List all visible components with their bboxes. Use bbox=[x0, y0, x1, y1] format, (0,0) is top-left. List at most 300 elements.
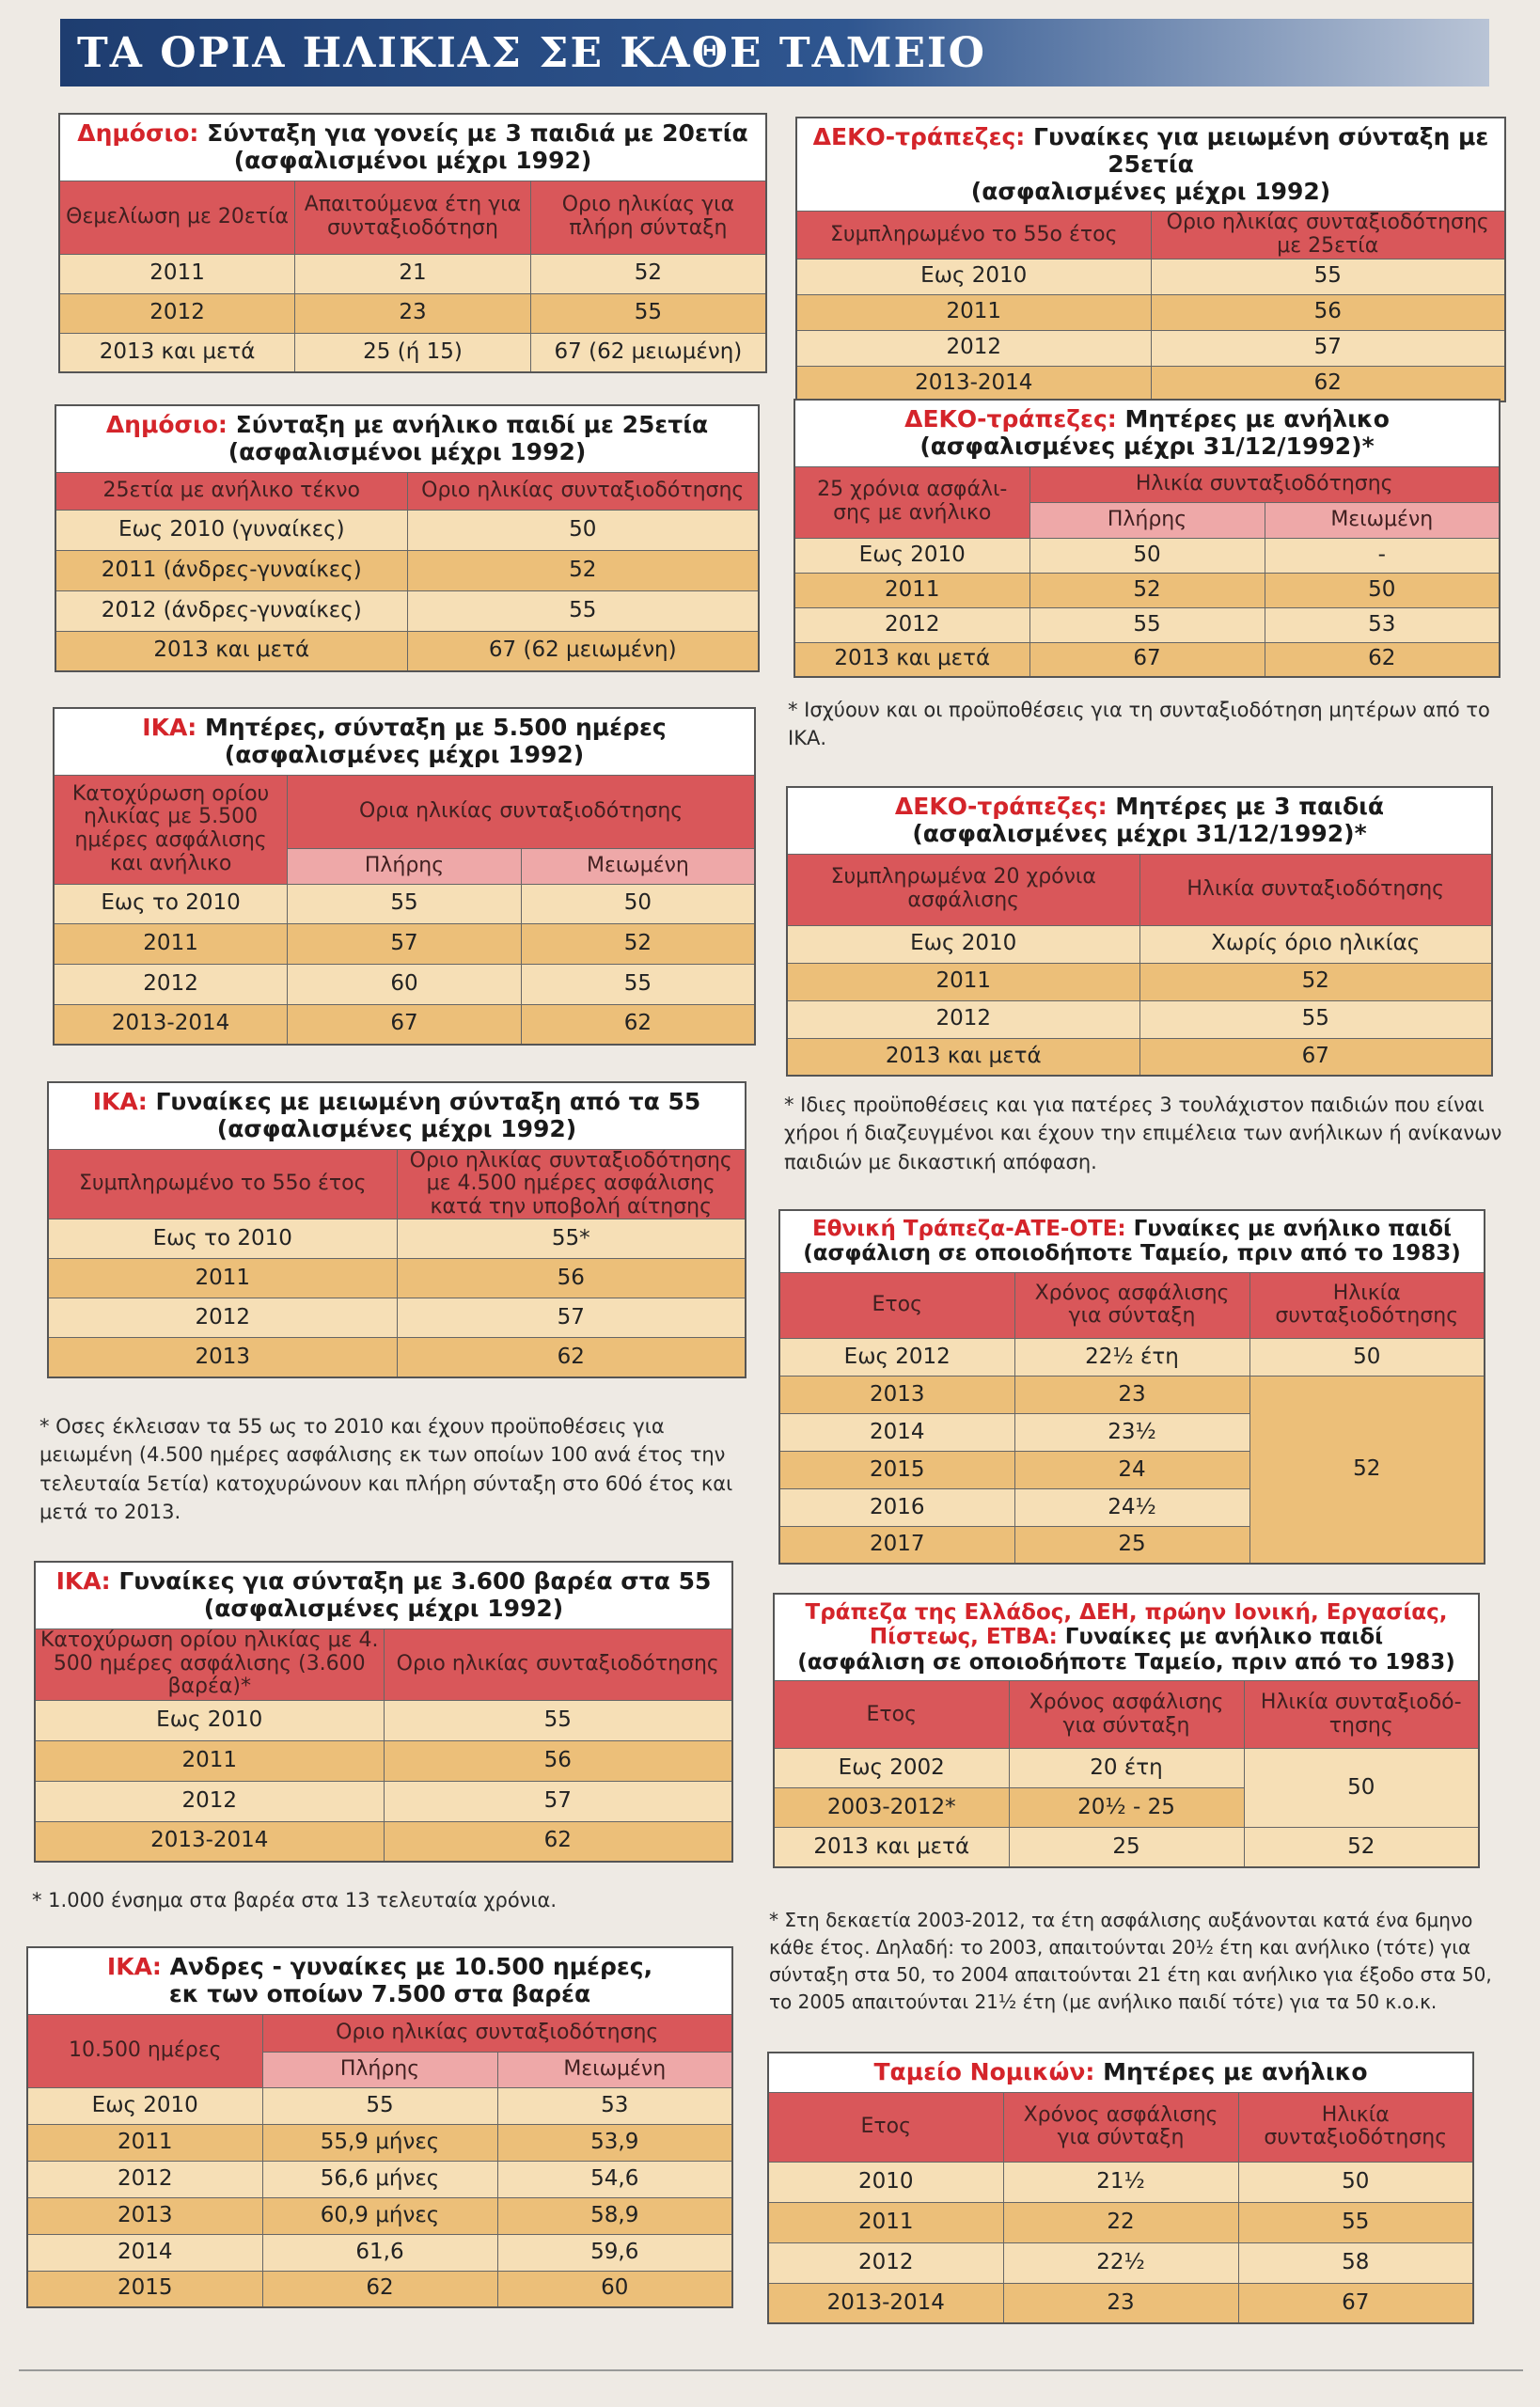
table-row bbox=[774, 1828, 1479, 1867]
table-cell: 2012 bbox=[787, 1000, 1139, 1038]
column-header: Μειωμένη bbox=[497, 2052, 732, 2087]
table-cell: 67 (62 μειωμένη) bbox=[530, 333, 766, 372]
table-row bbox=[54, 884, 755, 923]
table-title bbox=[55, 405, 759, 472]
column-header: Οριο ηλικίας συνταξιοδότησης με 4.500 ημέρες ασφάλισης κατά την υποβολή αίτησης bbox=[397, 1149, 746, 1219]
table-cell: 2016 bbox=[779, 1488, 1014, 1526]
table-cell: 55 bbox=[1029, 607, 1265, 642]
table-row bbox=[27, 2271, 732, 2307]
table-cell: 2014 bbox=[779, 1413, 1014, 1451]
table-row bbox=[55, 631, 759, 671]
title-text: (ασφαλισμένοι μέχρι 1992) bbox=[228, 437, 587, 465]
table-cell: 2011 bbox=[54, 923, 288, 964]
column-header: Ετος bbox=[768, 2092, 1003, 2162]
table-cell: 22½ έτη bbox=[1014, 1338, 1249, 1376]
column-header: Οριο ηλικίας συνταξιοδότησης bbox=[384, 1628, 732, 1700]
data-table bbox=[795, 117, 1506, 402]
table-row bbox=[48, 1149, 746, 1219]
table-cell: 52 bbox=[1029, 573, 1265, 607]
table-cell: 61,6 bbox=[262, 2234, 497, 2271]
table-cell: 2017 bbox=[779, 1526, 1014, 1564]
column-header: Ηλικία συνταξιοδότησης bbox=[1238, 2092, 1473, 2162]
table-cell: 2011 bbox=[787, 963, 1139, 1000]
table-cell: Εως 2010 bbox=[27, 2087, 262, 2124]
table-row bbox=[35, 1781, 732, 1821]
table-row bbox=[27, 2161, 732, 2197]
table-cell: 2015 bbox=[27, 2271, 262, 2307]
table-cell: Εως 2010 bbox=[796, 259, 1151, 294]
table-row bbox=[794, 607, 1500, 642]
title-text: (ασφαλισμένες μέχρι 1992) bbox=[216, 1114, 577, 1142]
title-text: (ασφαλισμένες μέχρι 1992) bbox=[970, 177, 1331, 205]
table-cell: 53,9 bbox=[497, 2124, 732, 2161]
table-cell: 62 bbox=[521, 1004, 755, 1045]
table-cell: 2013 bbox=[27, 2197, 262, 2234]
table-row bbox=[48, 1298, 746, 1338]
column-header: Μειωμένη bbox=[1265, 502, 1500, 538]
table-cell: 50 bbox=[1238, 2162, 1473, 2202]
table-cell: 2011 bbox=[796, 294, 1151, 330]
fund-name: ΙΚΑ: bbox=[142, 714, 197, 741]
table-cell: 2012 bbox=[48, 1298, 397, 1338]
table-dimosio-minor-child bbox=[55, 404, 760, 672]
table-title bbox=[35, 1562, 732, 1628]
table-bank-of-greece-dei bbox=[773, 1593, 1480, 1868]
title-text: Μητέρες με ανήλικο bbox=[1116, 405, 1390, 433]
column-header: 25ετία με ανήλικο τέκνο bbox=[55, 472, 407, 510]
page-title: ΤΑ ΟΡΙΑ ΗΛΙΚΙΑΣ ΣΕ ΚΑΘΕ ΤΑΜΕΙΟ bbox=[77, 28, 986, 77]
table-row bbox=[796, 212, 1505, 259]
column-header: 25 χρόνια ασφάλι-σης με ανήλικο bbox=[794, 466, 1029, 538]
column-header: Ηλικία συνταξιοδότησης bbox=[1249, 1272, 1485, 1338]
table-cell: 60 bbox=[288, 964, 522, 1004]
table-row bbox=[54, 708, 755, 775]
fund-name: Ταμείο Νομικών: bbox=[873, 2058, 1095, 2085]
fund-name: Εθνική Τράπεζα-ΑΤΕ-ΟΤΕ: bbox=[811, 1217, 1126, 1241]
table-cell: Χωρίς όριο ηλικίας bbox=[1139, 925, 1492, 963]
table-cell: 2013 και μετά bbox=[774, 1828, 1009, 1867]
table-cell: 62 bbox=[397, 1338, 746, 1377]
table-row bbox=[787, 1000, 1492, 1038]
table-title bbox=[59, 114, 766, 181]
column-header: Οριο ηλικίας για πλήρη σύνταξη bbox=[530, 181, 766, 254]
table-cell: 52 bbox=[521, 923, 755, 964]
column-header: Χρόνος ασφάλισης για σύνταξη bbox=[1014, 1272, 1249, 1338]
column-header: Χρόνος ασφάλισης για σύνταξη bbox=[1003, 2092, 1238, 2162]
table-cell: 55 bbox=[288, 884, 522, 923]
table-cell: Εως 2012 bbox=[779, 1338, 1014, 1376]
table-cell: 67 bbox=[1238, 2283, 1473, 2323]
title-text: Ανδρες - γυναίκες με 10.500 ημέρες, bbox=[161, 1953, 653, 1980]
title-text: Γυναίκες για σύνταξη με 3.600 βαρέα στα 55 bbox=[110, 1567, 712, 1595]
data-table bbox=[26, 1946, 733, 2308]
column-header: Κατοχύρωση ορίου ηλικίας με 4. 500 ημέρες ασφάλισης (3.600 βαρέα)* bbox=[35, 1628, 384, 1700]
column-header: Χρόνος ασφάλισης για σύνταξη bbox=[1009, 1681, 1244, 1749]
data-table bbox=[786, 786, 1493, 1077]
table-row bbox=[59, 293, 766, 333]
table-cell: 2013 και μετά bbox=[794, 642, 1029, 677]
data-table bbox=[794, 399, 1501, 678]
table-row bbox=[35, 1700, 732, 1740]
table-row bbox=[55, 405, 759, 472]
table-cell: Εως το 2010 bbox=[48, 1219, 397, 1259]
table-cell: 2003-2012* bbox=[774, 1788, 1009, 1828]
table-cell: 2013 και μετά bbox=[55, 631, 407, 671]
table-cell: 50 bbox=[521, 884, 755, 923]
table-deko-women-reduced-25 bbox=[795, 117, 1506, 402]
table-row bbox=[787, 925, 1492, 963]
table-cell: 67 bbox=[1139, 1038, 1492, 1076]
table-cell: 2013 και μετά bbox=[787, 1038, 1139, 1076]
table-row bbox=[48, 1338, 746, 1377]
table-cell: 50 bbox=[1265, 573, 1500, 607]
table-cell: 55 bbox=[530, 293, 766, 333]
data-table bbox=[53, 707, 756, 1046]
table-cell: 2013 bbox=[48, 1338, 397, 1377]
title-text: (ασφαλισμένες μέχρι 1992) bbox=[203, 1594, 564, 1622]
data-table bbox=[58, 113, 767, 373]
table-title bbox=[787, 787, 1492, 854]
table-row bbox=[54, 923, 755, 964]
table-cell: 54,6 bbox=[497, 2161, 732, 2197]
table-cell: 57 bbox=[1151, 330, 1505, 366]
table-cell: 25 (ή 15) bbox=[295, 333, 531, 372]
table-row bbox=[779, 1210, 1485, 1272]
table-cell: Εως 2010 bbox=[35, 1700, 384, 1740]
column-header: Οριο ηλικίας συνταξιοδότησης bbox=[407, 472, 759, 510]
column-header: Ετος bbox=[774, 1681, 1009, 1749]
table-title bbox=[48, 1082, 746, 1149]
table-row bbox=[787, 854, 1492, 925]
table-cell: 50 bbox=[407, 510, 759, 550]
column-header: Πλήρης bbox=[1029, 502, 1265, 538]
table-row bbox=[794, 642, 1500, 677]
title-text: (ασφαλισμένοι μέχρι 1992) bbox=[233, 146, 592, 174]
table-row bbox=[779, 1338, 1485, 1376]
table-row bbox=[48, 1082, 746, 1149]
table-cell: 22½ bbox=[1003, 2242, 1238, 2283]
title-text: Γυναίκες για μειωμένη σύνταξη με 25ετία bbox=[1025, 123, 1489, 178]
fund-name: Δημόσιο: bbox=[105, 411, 228, 438]
footnote: * Ισχύουν και οι προϋποθέσεις για τη συνταξιοδότηση μητέρων από το ΙΚΑ. bbox=[788, 699, 1490, 750]
table-row bbox=[54, 964, 755, 1004]
table-title bbox=[796, 118, 1505, 212]
table-cell: 55 bbox=[1238, 2202, 1473, 2242]
title-text: (ασφαλισμένες μέχρι 1992) bbox=[224, 740, 585, 768]
table-cell: 25 bbox=[1009, 1828, 1244, 1867]
table-cell: 2011 bbox=[27, 2124, 262, 2161]
footnote: * Οσες έκλεισαν τα 55 ως το 2010 και έχουν προϋποθέσεις για μειωμένη (4.500 ημέρες ασφάλισης εκ των οποίων 100 ανά έτος την τελευταία 5ετία) κατοχυρώνουν και πλήρη σύνταξη στο 60ό έτος και μετά το 2013. bbox=[39, 1415, 733, 1524]
table-row bbox=[774, 1681, 1479, 1749]
table-row bbox=[59, 114, 766, 181]
table-cell: 52 bbox=[1139, 963, 1492, 1000]
table-cell: 55 bbox=[384, 1700, 732, 1740]
table-row bbox=[768, 2242, 1473, 2283]
table-cell: 55 bbox=[262, 2087, 497, 2124]
title-text: (ασφαλισμένες μέχρι 31/12/1992)* bbox=[919, 432, 1375, 460]
table-row bbox=[35, 1628, 732, 1700]
table-title bbox=[774, 1594, 1479, 1681]
table-title bbox=[54, 708, 755, 775]
table-row bbox=[796, 118, 1505, 212]
table-cell: 24½ bbox=[1014, 1488, 1249, 1526]
page-banner bbox=[60, 19, 1489, 87]
table-cell: 2011 bbox=[35, 1740, 384, 1781]
table-row bbox=[59, 333, 766, 372]
table-cell: 2012 (άνδρες-γυναίκες) bbox=[55, 590, 407, 631]
table-cell: 56 bbox=[384, 1740, 732, 1781]
table-cell: 50 bbox=[1249, 1338, 1485, 1376]
table-row bbox=[768, 2053, 1473, 2092]
table-row bbox=[27, 1947, 732, 2014]
title-text: εκ των οποίων 7.500 στα βαρέα bbox=[168, 1979, 591, 2007]
table-row bbox=[59, 181, 766, 254]
table-cell: 62 bbox=[384, 1821, 732, 1862]
table-row bbox=[48, 1259, 746, 1298]
title-text: Μητέρες, σύνταξη με 5.500 ημέρες bbox=[196, 714, 667, 741]
table-cell: 60 bbox=[497, 2271, 732, 2307]
table-ika-mothers-5500 bbox=[53, 707, 756, 1046]
column-header: Ετος bbox=[779, 1272, 1014, 1338]
table-deko-mothers-minor bbox=[794, 399, 1501, 678]
table-ethniki-ate-ote bbox=[778, 1209, 1485, 1565]
column-header: 10.500 ημέρες bbox=[27, 2014, 262, 2087]
table-cell: 2012 bbox=[27, 2161, 262, 2197]
title-text: Σύνταξη για γονείς με 3 παιδιά με 20ετία bbox=[198, 119, 748, 147]
table-row bbox=[55, 590, 759, 631]
fund-name: ΔΕΚΟ-τράπεζες: bbox=[904, 405, 1117, 433]
table-row bbox=[54, 775, 755, 848]
column-header: Οριο ηλικίας συνταξιοδότησης με 25ετία bbox=[1151, 212, 1505, 259]
table-cell: 67 bbox=[1029, 642, 1265, 677]
table-title bbox=[779, 1210, 1485, 1272]
table-cell: Εως το 2010 bbox=[54, 884, 288, 923]
table-cell: 62 bbox=[1151, 366, 1505, 401]
table-cell: 2013-2014 bbox=[768, 2283, 1003, 2323]
table-cell: 20½ - 25 bbox=[1009, 1788, 1244, 1828]
table-ika-10500-days bbox=[26, 1946, 733, 2308]
table-cell: 53 bbox=[497, 2087, 732, 2124]
table-row bbox=[54, 1004, 755, 1045]
title-text: Γυναίκες με μειωμένη σύνταξη από τα 55 bbox=[147, 1088, 701, 1115]
table-row bbox=[27, 2014, 732, 2052]
table-cell: 50 bbox=[1029, 538, 1265, 573]
fund-name: Δημόσιο: bbox=[77, 119, 199, 147]
table-row bbox=[796, 259, 1505, 294]
title-text: Μητέρες με ανήλικο bbox=[1094, 2058, 1368, 2085]
table-deko-mothers-3-children bbox=[786, 786, 1493, 1077]
table-cell: Εως 2002 bbox=[774, 1749, 1009, 1788]
table-row bbox=[59, 254, 766, 293]
table-cell: 56,6 μήνες bbox=[262, 2161, 497, 2197]
page-border bbox=[19, 2369, 1523, 2371]
table-cell: 2012 bbox=[35, 1781, 384, 1821]
table-cell: 58,9 bbox=[497, 2197, 732, 2234]
table-cell: 23½ bbox=[1014, 1413, 1249, 1451]
fund-name: ΙΚΑ: bbox=[106, 1953, 162, 1980]
table-cell: 2014 bbox=[27, 2234, 262, 2271]
table-row bbox=[774, 1749, 1479, 1788]
column-header: Ηλικία συνταξιοδότησης bbox=[1029, 466, 1500, 502]
table-tameio-nomikon bbox=[767, 2052, 1474, 2324]
column-header: Θεμελίωση με 20ετία bbox=[59, 181, 295, 254]
table-cell: 55 bbox=[1139, 1000, 1492, 1038]
table-cell: 57 bbox=[384, 1781, 732, 1821]
column-header: Συμπληρωμένο το 55ο έτος bbox=[48, 1149, 397, 1219]
table-row bbox=[796, 330, 1505, 366]
column-header: Οριο ηλικίας συνταξιοδότησης bbox=[262, 2014, 732, 2052]
table-cell: 58 bbox=[1238, 2242, 1473, 2283]
title-text: (ασφάλιση σε οποιοδήποτε Ταμείο, πριν από το 1983) bbox=[803, 1241, 1461, 1266]
title-text: Γυναίκες με ανήλικο παιδί bbox=[1125, 1217, 1453, 1241]
table-row bbox=[768, 2092, 1473, 2162]
table-cell: 23 bbox=[1003, 2283, 1238, 2323]
fund-name: ΙΚΑ: bbox=[55, 1567, 111, 1595]
data-table bbox=[55, 404, 760, 672]
table-row bbox=[787, 963, 1492, 1000]
table-row bbox=[794, 573, 1500, 607]
table-cell: 59,6 bbox=[497, 2234, 732, 2271]
table-row bbox=[55, 510, 759, 550]
table-row bbox=[796, 366, 1505, 401]
table-row bbox=[787, 787, 1492, 854]
data-table bbox=[767, 2052, 1474, 2324]
fund-name: ΔΕΚΟ-τράπεζες: bbox=[812, 123, 1026, 150]
table-cell: 2011 bbox=[48, 1259, 397, 1298]
table-cell: 2015 bbox=[779, 1451, 1014, 1488]
table-cell: 2013-2014 bbox=[54, 1004, 288, 1045]
table-cell: 2012 bbox=[59, 293, 295, 333]
table-row bbox=[794, 400, 1500, 466]
table-cell: 2012 bbox=[796, 330, 1151, 366]
table-cell: 24 bbox=[1014, 1451, 1249, 1488]
table-cell: 22 bbox=[1003, 2202, 1238, 2242]
table-row bbox=[787, 1038, 1492, 1076]
table-cell: 2011 bbox=[794, 573, 1029, 607]
table-cell: 55,9 μήνες bbox=[262, 2124, 497, 2161]
column-header: Ηλικία συνταξιοδότησης bbox=[1139, 854, 1492, 925]
column-header: Πλήρης bbox=[262, 2052, 497, 2087]
table-cell: 2013-2014 bbox=[35, 1821, 384, 1862]
data-table bbox=[47, 1081, 746, 1378]
table-row bbox=[779, 1376, 1485, 1413]
table-row bbox=[768, 2283, 1473, 2323]
table-row bbox=[794, 466, 1500, 502]
column-header: Oρια ηλικίας συνταξιοδότησης bbox=[288, 775, 755, 848]
table-cell: 55* bbox=[397, 1219, 746, 1259]
fund-name: ΔΕΚΟ-τράπεζες: bbox=[894, 793, 1108, 820]
table-row bbox=[774, 1594, 1479, 1681]
table-row bbox=[35, 1821, 732, 1862]
column-header: Ηλικία συνταξιοδό-τησης bbox=[1244, 1681, 1479, 1749]
table-cell: 56 bbox=[1151, 294, 1505, 330]
table-cell: 57 bbox=[288, 923, 522, 964]
table-cell: Εως 2010 (γυναίκες) bbox=[55, 510, 407, 550]
column-header: Συμπληρωμένο το 55ο έτος bbox=[796, 212, 1151, 259]
column-header: Κατοχύρωση ορίου ηλικίας με 5.500 ημέρες ασφάλισης και ανήλικο bbox=[54, 775, 288, 884]
table-cell: 55 bbox=[521, 964, 755, 1004]
table-row bbox=[27, 2087, 732, 2124]
table-cell: 62 bbox=[1265, 642, 1500, 677]
table-cell: 52 bbox=[1244, 1828, 1479, 1867]
table-row bbox=[55, 550, 759, 590]
fund-name: Τράπεζα της Ελλάδος, ΔΕΗ, πρώην Ιονική, Εργασίας, Πίστεως, ΕΤΒΑ: bbox=[805, 1600, 1448, 1650]
table-title bbox=[27, 1947, 732, 2014]
table-cell: 56 bbox=[397, 1259, 746, 1298]
title-text: Γυναίκες με ανήλικο παιδί bbox=[1057, 1625, 1384, 1650]
table-ika-women-3600-heavy bbox=[34, 1561, 733, 1863]
table-title bbox=[794, 400, 1500, 466]
table-cell: 60,9 μήνες bbox=[262, 2197, 497, 2234]
table-cell: 55 bbox=[1151, 259, 1505, 294]
table-cell: 25 bbox=[1014, 1526, 1249, 1564]
table-row bbox=[768, 2202, 1473, 2242]
footnote: * Ιδιες προϋποθέσεις και για πατέρες 3 τουλάχιστον παιδιών που είναι χήροι ή διαζευγμένοι και έχουν την επιμέλεια των ανήλικων ή ανίκανων παιδιών με δικαστική απόφαση. bbox=[784, 1093, 1502, 1173]
data-table bbox=[34, 1561, 733, 1863]
data-table bbox=[778, 1209, 1485, 1565]
table-ika-women-reduced-55 bbox=[47, 1081, 746, 1378]
data-table bbox=[773, 1593, 1480, 1868]
column-header: Πλήρης bbox=[288, 848, 522, 884]
table-row bbox=[768, 2162, 1473, 2202]
table-row bbox=[55, 472, 759, 510]
table-cell: 2011 (άνδρες-γυναίκες) bbox=[55, 550, 407, 590]
table-cell: 2013 bbox=[779, 1376, 1014, 1413]
column-header: Απαιτούμενα έτη για συνταξιοδότηση bbox=[295, 181, 531, 254]
table-cell: 52 bbox=[1249, 1376, 1485, 1564]
table-cell: 2012 bbox=[794, 607, 1029, 642]
table-row bbox=[35, 1562, 732, 1628]
column-header: Συμπληρωμένα 20 χρόνια ασφάλισης bbox=[787, 854, 1139, 925]
table-cell: 52 bbox=[530, 254, 766, 293]
table-cell: 21 bbox=[295, 254, 531, 293]
title-text: Μητέρες με 3 παιδιά bbox=[1107, 793, 1385, 820]
table-cell: 2010 bbox=[768, 2162, 1003, 2202]
column-header: Μειωμένη bbox=[521, 848, 755, 884]
table-cell: 52 bbox=[407, 550, 759, 590]
table-row bbox=[48, 1219, 746, 1259]
table-row bbox=[794, 538, 1500, 573]
table-row bbox=[27, 2124, 732, 2161]
table-cell: 55 bbox=[407, 590, 759, 631]
table-cell: 2011 bbox=[768, 2202, 1003, 2242]
table-cell: 67 bbox=[288, 1004, 522, 1045]
table-cell: 23 bbox=[1014, 1376, 1249, 1413]
table-row bbox=[779, 1272, 1485, 1338]
table-cell: Εως 2010 bbox=[787, 925, 1139, 963]
footnote: * Στη δεκαετία 2003-2012, τα έτη ασφάλισης αυξάνονται κατά ένα 6μηνο κάθε έτος. Δηλαδή: το 2003, απαιτούνται 20½ έτη και ανήλικο (τότε) για σύνταξη στα 50, το 2004 απαιτούνται 21 έτη και ανήλικο για έξοδο στα 50, το 2005 απαιτούνται 21½ έτη (με ανήλικο παιδί τότε) για τα 50 κ.ο.κ. bbox=[769, 1909, 1492, 2013]
table-cell: 2011 bbox=[59, 254, 295, 293]
title-text: (ασφαλισμένες μέχρι 31/12/1992)* bbox=[912, 819, 1367, 847]
fund-name: ΙΚΑ: bbox=[92, 1088, 148, 1115]
table-cell: - bbox=[1265, 538, 1500, 573]
table-cell: 62 bbox=[262, 2271, 497, 2307]
table-cell: 53 bbox=[1265, 607, 1500, 642]
table-cell: 20 έτη bbox=[1009, 1749, 1244, 1788]
table-cell: 50 bbox=[1244, 1749, 1479, 1828]
table-row bbox=[27, 2197, 732, 2234]
table-title bbox=[768, 2053, 1473, 2092]
title-text: (ασφάλιση σε οποιοδήποτε Ταμείο, πριν από το 1983) bbox=[797, 1649, 1455, 1675]
table-row bbox=[796, 294, 1505, 330]
footnote: * 1.000 ένσημα στα βαρέα στα 13 τελευταία χρόνια. bbox=[32, 1889, 558, 1911]
table-row bbox=[35, 1740, 732, 1781]
table-cell: Εως 2010 bbox=[794, 538, 1029, 573]
title-text: Σύνταξη με ανήλικο παιδί με 25ετία bbox=[227, 411, 709, 438]
table-cell: 57 bbox=[397, 1298, 746, 1338]
table-row bbox=[27, 2234, 732, 2271]
table-cell: 21½ bbox=[1003, 2162, 1238, 2202]
